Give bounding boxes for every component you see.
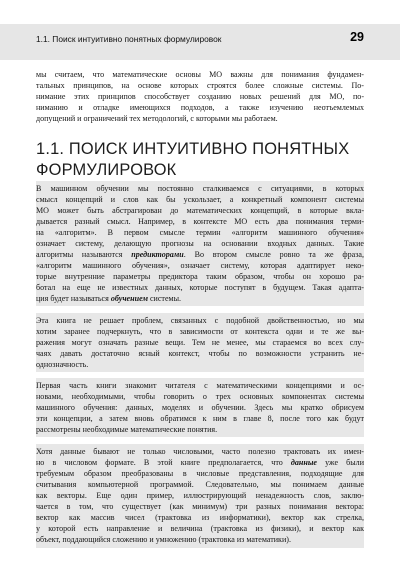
text-line: означает систему, делающую прогнозы на основании входных данных. Такие [36,239,364,248]
text-line: объект, поддающийся сложению и умножению (трактовка из математики). [36,535,291,544]
text-line: чаях давать достаточно ясный контекст, чтобы по возможности устранить не- [36,349,364,358]
text-line: рассмотрены необходимые математические понятия. [36,425,218,434]
text-line: вектор как массив чисел (трактовка из информатики), вектор как стрелка, [36,513,364,522]
text-line [36,293,364,304]
text-line: считывания компьютерной программой. Следовательно, мы понимаем данные [36,480,364,489]
text-line: мы считаем, что математические основы МО важны для понимания фундамен- [36,70,364,79]
text-line: дывается разный смысл. Например, в контексте МО есть два понимания терми- [36,217,364,226]
paragraph-data-vectors [36,446,364,545]
text-line: ниманию и отладке имеющихся подходов, а также изучению неотъемлемых [36,103,364,112]
section-heading [36,139,366,180]
text-run: алгоритмы называются [36,250,132,259]
text-line: тальных принципов, на основе которых строятся более сложные системы. По- [36,81,364,90]
text-line: ражения могут означать разные вещи. Тем не менее, мы стараемся во всех слу- [36,338,364,347]
text-line [36,457,364,468]
text-line: чается в том, что существует (как минимум) три разных понимания вектора: [36,502,364,511]
text-line: МО может быть абстрагирован до математических концепций, в которые вкла- [36,206,364,215]
paragraph-algorithm [36,183,364,304]
text-line: однозначность. [36,360,89,369]
text-line: у которой есть направление и величина (трактовка из физики), и вектор как [36,524,364,533]
text-line: новами, необходимыми, чтобы говорить о трех основных компонентах системы [36,392,364,401]
text-line: Эта книга не решает проблем, связанных с подобной двойственностью, но мы [36,316,364,325]
text-line: как векторы. Еще один пример, иллюстрирующий ненадежность слов, заклю- [36,491,364,500]
page-number: 29 [350,30,364,44]
text-line: смысл концепций и слов как бы ускользает, а конкретный компонент системы [36,195,364,204]
text-line: Хотя данные бывают не только числовыми, часто полезно трактовать их имен- [36,447,364,456]
text-run: системы. [147,294,182,303]
text-line: на «алгоритм». В первом смысле термин «алгоритм машинного обучения» [36,228,364,237]
intro-paragraph [36,69,364,124]
paragraph-overview [36,380,364,435]
text-line: «алгоритм машинного обучения», означает систему, которая адаптирует неко- [36,261,364,270]
text-line: В машинном обучении мы постоянно сталкиваемся с ситуациями, в которых [36,184,364,193]
paragraph-ambiguity [36,315,364,370]
text-line: эти концепции, а затем вновь обратимся к ним в главе 8, после того как будут [36,414,364,423]
text-line [36,249,364,260]
section-heading-line: ФОРМУЛИРОВОК [36,160,177,179]
text-run: но в числовом формате. В этой книге предполагается, что [36,458,291,467]
text-line: хотим заранее подчеркнуть, что в зависимости от контекста одни и те же вы- [36,327,364,336]
text-line: машинного обучения: данных, моделях и обучении. Здесь мы кратко обрисуем [36,403,364,412]
emphasis-term: обучением [110,294,148,303]
text-run: уже были [317,458,364,467]
text-run: . Во втором смысле ровно та же фраза, [183,250,364,259]
text-line: допущений и ограничений тех методологий, с которыми мы работаем. [36,114,278,123]
section-heading-line: 1.1. ПОИСК ИНТУИТИВНО ПОНЯТНЫХ [36,140,350,158]
text-line: ботал на еще не известных данных, которые поступят в будущем. Такая адапта- [36,283,364,292]
text-run: ция будет называться [36,294,111,303]
text-line: нимание этих принципов способствует созданию новых решений для МО, по- [36,92,364,101]
text-line: Первая часть книги знакомит читателя с математическими концепциями и ос- [36,381,364,390]
text-line: торые внутренние параметры предиктора таким образом, чтобы он хорошо ра- [36,272,364,281]
text-line: требуемым образом преобразованы в числовые представления, подходящие для [36,469,364,478]
emphasis-term: предикторами [131,250,184,259]
emphasis-term: данные [290,458,317,467]
running-header-title: 1.1. Поиск интуитивно понятных формулировок [36,34,222,44]
